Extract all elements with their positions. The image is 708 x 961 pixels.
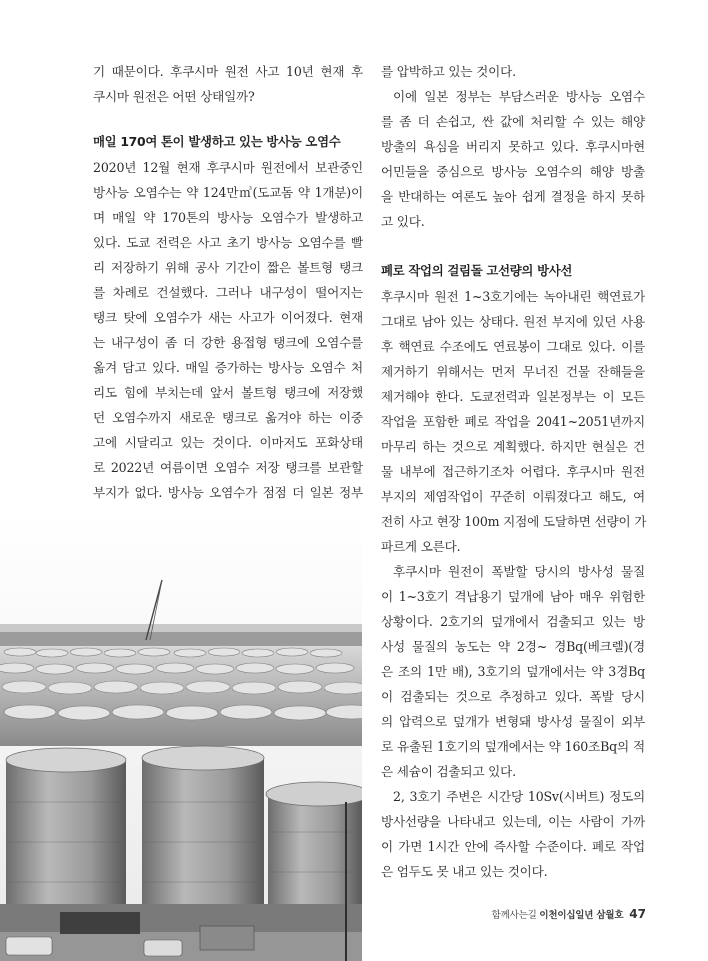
right-body-line: 사성 물질의 농도는 약 2경~ 경Bq(베크렐)(경 — [381, 639, 645, 654]
right-para-line: 를 압박하고 있는 것이다. — [381, 64, 516, 79]
right-body-line: 방사선량을 나타내고 있는데, 이는 사람이 가까 — [381, 814, 645, 829]
right-body-line: 상황이다. 2호기의 덮개에서 검출되고 있는 방 — [381, 614, 645, 629]
right-body-line: 의 압력으로 덮개가 변형돼 방사성 물질이 외부 — [381, 714, 645, 729]
right-body-line: 제거해야 한다. 도쿄전력과 일본정부는 이 모든 — [381, 389, 645, 404]
left-body-line: 리도 힘에 부치는데 앞서 볼트형 탱크에 저장했 — [93, 385, 363, 400]
left-body-line: 부지가 없다. 방사능 오염수가 점점 더 일본 정부 — [93, 485, 363, 500]
magazine-prefix: 함께사는길 — [491, 910, 537, 921]
left-body-line: 방사능 오염수는 약 124만㎥(도교돔 약 1개분)이 — [93, 185, 363, 200]
right-body-line: 후쿠시마 원전 1~3호기에는 녹아내린 핵연료가 — [381, 289, 645, 304]
right-body-line: 작업을 포함한 폐로 작업을 2041~2051년까지 — [381, 414, 645, 429]
page-number: 47 — [629, 907, 646, 921]
right-body-line: 파르게 오른다. — [381, 539, 461, 554]
right-body-line: 후쿠시마 원전이 폭발할 당시의 방사성 물질 — [393, 564, 645, 579]
right-para-line: 어민들을 중심으로 방사능 오염수의 해양 방출 — [381, 164, 645, 179]
right-body-line: 이 가면 1시간 안에 즉사할 수준이다. 폐로 작업 — [381, 839, 645, 854]
left-body-line: 옮겨 담고 있다. 매일 증가하는 방사능 오염수 처 — [93, 360, 363, 375]
left-intro-line: 쿠시마 원전은 어떤 상태일까? — [93, 89, 255, 104]
right-body-line: 은 조의 1만 배), 3호기의 덮개에서는 약 3경Bq — [381, 664, 645, 679]
left-body-line: 리 저장하기 위해 공사 기간이 짧은 볼트형 탱크 — [93, 260, 363, 275]
right-para-line: 를 좀 더 손쉽고, 싼 값에 처리할 수 있는 해양 — [381, 114, 645, 129]
right-section-heading: 폐로 작업의 걸림돌 고선량의 방사선 — [381, 263, 573, 278]
left-body-line: 2020년 12월 현재 후쿠시마 원전에서 보관중인 — [93, 160, 363, 175]
left-body-line: 는 내구성이 좀 더 강한 용접형 탱크에 오염수를 — [93, 335, 363, 350]
storage-tanks-photo — [0, 512, 362, 961]
right-body-line: 이 1~3호기 격납용기 덮개에 남아 매우 위험한 — [381, 589, 645, 604]
page-footer — [492, 903, 646, 922]
magazine-issue: 이천이십일년 삼월호 — [539, 910, 624, 921]
right-body-line: 전히 사고 현장 100m 지점에 도달하면 선량이 가 — [381, 514, 647, 529]
left-body-line: 있다. 도쿄 전력은 사고 초기 방사능 오염수를 빨 — [93, 235, 363, 250]
right-body-line: 마무리 하는 것으로 계획했다. 하지만 현실은 건 — [381, 439, 645, 454]
right-body-line: 은 세슘이 검출되고 있다. — [381, 764, 516, 779]
right-body-line: 그대로 남아 있는 상태다. 원전 부지에 있던 사용 — [381, 314, 645, 329]
left-body-line: 탱크 탓에 오염수가 새는 사고가 이어졌다. 현재 — [93, 310, 363, 325]
left-body-line: 로 2022년 여름이면 오염수 저장 탱크를 보관할 — [93, 460, 363, 475]
magazine-name — [492, 910, 624, 921]
right-para-line: 이에 일본 정부는 부담스러운 방사능 오염수 — [393, 89, 645, 104]
right-body-line: 제거하기 위해서는 먼저 무너진 건물 잔해들을 — [381, 364, 645, 379]
right-body-line: 은 엄두도 못 내고 있는 것이다. — [381, 864, 548, 879]
left-body-line: 던 오염수까지 새로운 탱크로 옮겨야 하는 이중 — [93, 410, 363, 425]
left-intro-line: 기 때문이다. 후쿠시마 원전 사고 10년 현재 후 — [93, 64, 363, 79]
right-para-line: 을 반대하는 여론도 높아 쉽게 결정을 하지 못하 — [381, 189, 645, 204]
right-body-line: 물 내부에 접근하기조차 어렵다. 후쿠시마 원전 — [381, 464, 645, 479]
right-body-line: 부지의 제염작업이 꾸준히 이뤄졌다고 해도, 여 — [381, 489, 645, 504]
right-body-line: 로 유출된 1호기의 덮개에서는 약 160조Bq의 적 — [381, 739, 645, 754]
left-body-line: 며 매일 약 170톤의 방사능 오염수가 발생하고 — [93, 210, 363, 225]
left-body-line: 고에 시달리고 있는 것이다. 이마저도 포화상태 — [93, 435, 363, 450]
right-para-line: 고 있다. — [381, 214, 425, 229]
right-body-line: 후 핵연료 수조에도 연료봉이 그대로 있다. 이를 — [381, 339, 645, 354]
left-section-heading: 매일 170여 톤이 발생하고 있는 방사능 오염수 — [93, 134, 341, 149]
right-para-line: 방출의 욕심을 버리지 못하고 있다. 후쿠시마현 — [381, 139, 645, 154]
right-body-line: 이 검출되는 것으로 추정하고 있다. 폭발 당시 — [381, 689, 645, 704]
right-body-line: 2, 3호기 주변은 시간당 10Sv(시버트) 정도의 — [393, 789, 645, 804]
left-body-line: 를 차례로 건설했다. 그러나 내구성이 떨어지는 — [93, 285, 363, 300]
